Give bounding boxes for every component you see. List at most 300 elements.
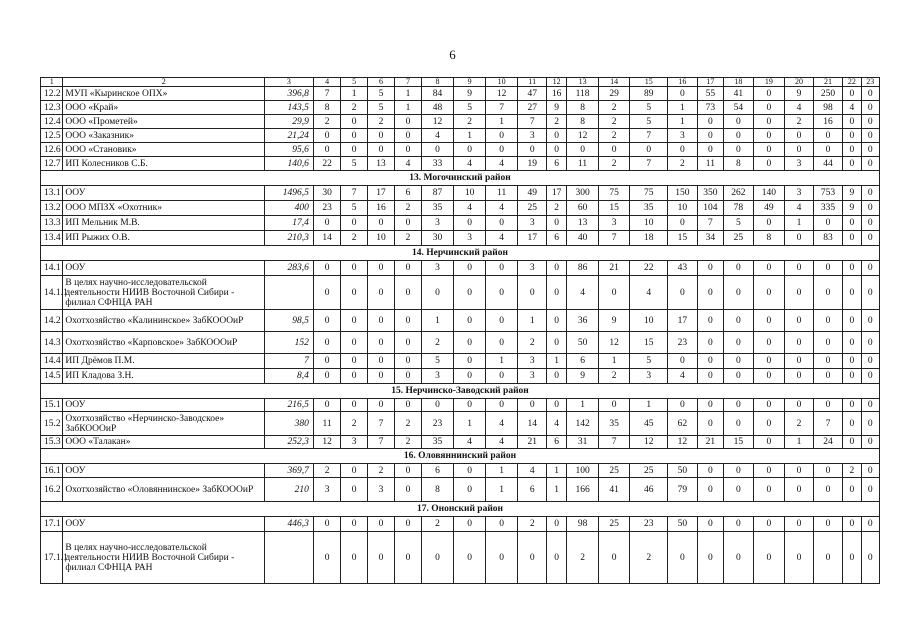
row-value: 8: [724, 157, 754, 171]
row-value: 45: [630, 412, 668, 436]
column-number: 13: [567, 78, 599, 87]
row-value: 0: [843, 354, 861, 369]
row-value: 0: [668, 87, 698, 101]
row-value: 0: [485, 399, 518, 412]
row-value: 14: [313, 231, 340, 246]
row-value: 4: [485, 157, 518, 171]
row-name: МУП «Кыринское ОПХ»: [63, 87, 265, 101]
row-value: 0: [546, 276, 566, 310]
row-value: 7: [367, 412, 394, 436]
row-index: 16.1: [41, 464, 63, 478]
row-value: 0: [341, 332, 367, 354]
row-value: 15: [598, 201, 630, 216]
row-value: 0: [367, 517, 394, 532]
row-value: 0: [367, 354, 394, 369]
row-value: 0: [785, 517, 814, 532]
row-value: 0: [813, 517, 843, 532]
row-value: 0: [341, 216, 367, 231]
row-value: 5: [630, 354, 668, 369]
column-number: 10: [485, 78, 518, 87]
row-value: 4: [395, 157, 421, 171]
row-value: 0: [630, 143, 668, 157]
row-value: 0: [843, 129, 861, 143]
row-value: 11: [567, 157, 599, 171]
row-value: 4: [546, 412, 566, 436]
column-number: 17: [697, 78, 723, 87]
row-value: 2: [630, 532, 668, 584]
table-row: [41, 101, 880, 115]
row-value: 0: [843, 231, 861, 246]
row-value: 0: [753, 354, 785, 369]
row-value: 12: [485, 87, 518, 101]
row-value: 0: [313, 129, 340, 143]
row-value: 0: [395, 478, 421, 502]
row-value: 0: [861, 332, 879, 354]
row-value: 9: [785, 87, 814, 101]
row-value: 5: [630, 115, 668, 129]
row-value: 350: [697, 186, 723, 201]
row-value: 0: [485, 310, 518, 332]
row-value: 0: [861, 129, 879, 143]
row-value: 0: [598, 399, 630, 412]
row-value: 15: [668, 231, 698, 246]
row-value: 0: [843, 216, 861, 231]
row-value: 0: [421, 532, 454, 584]
row-value: 0: [454, 478, 486, 502]
row-value: 2: [395, 436, 421, 449]
row-index: 16.2: [41, 478, 63, 502]
row-value: 0: [753, 399, 785, 412]
row-value: 0: [485, 532, 518, 584]
row-value: 0: [395, 310, 421, 332]
row-value: 0: [785, 332, 814, 354]
row-value: 0: [753, 332, 785, 354]
table-row: [41, 87, 880, 101]
row-value: 2: [454, 115, 486, 129]
row-value: 6: [421, 464, 454, 478]
row-value: 0: [697, 310, 723, 332]
row-value: 0: [546, 310, 566, 332]
row-value: 300: [567, 186, 599, 201]
row-value: 2: [421, 517, 454, 532]
row-value: 0: [697, 478, 723, 502]
row-value: 0: [313, 216, 340, 231]
row-value: 21: [697, 436, 723, 449]
row-value: 0: [313, 310, 340, 332]
row-value: 50: [668, 517, 698, 532]
row-value: 0: [724, 399, 754, 412]
row-value: 0: [395, 517, 421, 532]
table-row: [41, 532, 880, 584]
row-value: 0: [724, 261, 754, 276]
row-name: ИП Кладова З.Н.: [63, 369, 265, 384]
row-value: 0: [861, 276, 879, 310]
row-value: 0: [843, 115, 861, 129]
row-value: 0: [421, 143, 454, 157]
row-value: 0: [724, 532, 754, 584]
table-row: [41, 517, 880, 532]
row-value: 0: [454, 399, 486, 412]
row-value: 0: [395, 464, 421, 478]
row-value: 0: [313, 517, 340, 532]
row-area: 210,3: [264, 231, 313, 246]
row-name: Охотхозяйство «Калининское» ЗабКОООиР: [63, 310, 265, 332]
row-value: 0: [753, 87, 785, 101]
row-value: 12: [567, 129, 599, 143]
row-value: 0: [785, 129, 814, 143]
row-area: 369,7: [264, 464, 313, 478]
row-value: 15: [724, 436, 754, 449]
row-value: 25: [598, 464, 630, 478]
row-value: 3: [421, 216, 454, 231]
row-value: 0: [518, 143, 547, 157]
row-value: 75: [630, 186, 668, 201]
row-value: 8: [313, 101, 340, 115]
row-value: 3: [598, 216, 630, 231]
row-value: 33: [421, 157, 454, 171]
row-value: 2: [668, 157, 698, 171]
row-value: 0: [861, 436, 879, 449]
row-value: 0: [861, 399, 879, 412]
table-row: [41, 276, 880, 310]
row-value: 24: [813, 436, 843, 449]
row-value: 2: [367, 115, 394, 129]
row-value: 18: [630, 231, 668, 246]
column-number: 14: [598, 78, 630, 87]
row-value: 0: [485, 517, 518, 532]
row-value: 0: [454, 261, 486, 276]
row-value: 0: [454, 310, 486, 332]
row-value: 0: [313, 143, 340, 157]
row-value: 0: [785, 261, 814, 276]
row-name: Охотхозяйство «Оловяннинское» ЗабКОООиР: [63, 478, 265, 502]
row-value: 4: [454, 157, 486, 171]
row-value: 2: [341, 101, 367, 115]
row-area: [264, 276, 313, 310]
table-row: [41, 412, 880, 436]
row-value: 43: [668, 261, 698, 276]
page-number: 6: [449, 47, 456, 62]
column-number: 21: [813, 78, 843, 87]
row-value: 0: [313, 354, 340, 369]
row-value: 0: [367, 369, 394, 384]
row-area: 8,4: [264, 369, 313, 384]
row-index: 15.2: [41, 412, 63, 436]
row-value: 6: [567, 354, 599, 369]
row-value: 0: [546, 369, 566, 384]
row-value: 1: [546, 464, 566, 478]
row-value: 0: [813, 310, 843, 332]
column-number: 15: [630, 78, 668, 87]
row-value: 84: [421, 87, 454, 101]
row-value: 22: [313, 157, 340, 171]
row-value: 7: [630, 157, 668, 171]
row-value: 0: [454, 354, 486, 369]
row-value: 2: [341, 412, 367, 436]
row-value: 0: [697, 464, 723, 478]
row-value: 9: [546, 101, 566, 115]
row-name: ИП Мельник М.В.: [63, 216, 265, 231]
header-row: [41, 78, 880, 87]
row-value: 0: [785, 143, 814, 157]
row-value: 0: [724, 464, 754, 478]
row-value: 0: [395, 532, 421, 584]
row-value: 5: [630, 101, 668, 115]
row-value: 1: [598, 354, 630, 369]
row-area: 17,4: [264, 216, 313, 231]
row-area: 140,6: [264, 157, 313, 171]
row-value: 166: [567, 478, 599, 502]
row-index: 14.2: [41, 310, 63, 332]
row-value: 0: [485, 261, 518, 276]
row-value: 1: [454, 412, 486, 436]
row-value: 0: [724, 369, 754, 384]
row-index: 12.6: [41, 143, 63, 157]
row-value: 15: [630, 332, 668, 354]
row-value: 54: [724, 101, 754, 115]
row-value: 5: [367, 87, 394, 101]
row-value: 753: [813, 186, 843, 201]
row-value: 0: [546, 261, 566, 276]
row-value: 0: [861, 369, 879, 384]
row-value: 23: [421, 412, 454, 436]
row-value: 0: [697, 412, 723, 436]
row-value: 0: [843, 517, 861, 532]
row-value: 0: [395, 354, 421, 369]
row-value: 2: [518, 332, 547, 354]
row-value: 150: [668, 186, 698, 201]
table-row: [41, 129, 880, 143]
row-value: 9: [598, 310, 630, 332]
row-value: 30: [421, 231, 454, 246]
row-value: 0: [861, 532, 879, 584]
row-area: 21,24: [264, 129, 313, 143]
row-value: 0: [668, 216, 698, 231]
row-value: 3: [421, 261, 454, 276]
column-number: 20: [785, 78, 814, 87]
row-index: 14.3: [41, 332, 63, 354]
row-name: ООУ: [63, 399, 265, 412]
row-value: 0: [813, 261, 843, 276]
row-value: 44: [813, 157, 843, 171]
row-value: 0: [697, 399, 723, 412]
row-value: 5: [421, 354, 454, 369]
row-value: 30: [313, 186, 340, 201]
row-value: 0: [421, 399, 454, 412]
row-value: 10: [454, 186, 486, 201]
row-value: 2: [395, 231, 421, 246]
row-value: 2: [395, 412, 421, 436]
row-index: 17.1.1: [41, 532, 63, 584]
row-value: 13: [367, 157, 394, 171]
row-value: 10: [367, 231, 394, 246]
row-value: 0: [785, 532, 814, 584]
row-area: 98,5: [264, 310, 313, 332]
row-value: 0: [813, 354, 843, 369]
row-value: 62: [668, 412, 698, 436]
row-value: 17: [668, 310, 698, 332]
section-row: [41, 246, 880, 261]
row-value: 3: [518, 369, 547, 384]
row-value: 1: [668, 101, 698, 115]
row-value: 0: [395, 369, 421, 384]
row-value: 335: [813, 201, 843, 216]
column-number: 2: [63, 78, 265, 87]
row-name: ООО «Талакан»: [63, 436, 265, 449]
row-value: 29: [598, 87, 630, 101]
row-value: 262: [724, 186, 754, 201]
row-name: В целях научно-исследовательской деятельности НИИВ Восточной Сибири - филиал СФНЦА РАН: [63, 532, 265, 584]
row-value: 0: [861, 186, 879, 201]
row-value: 1: [518, 310, 547, 332]
row-index: 15.1: [41, 399, 63, 412]
table-row: [41, 231, 880, 246]
row-value: 0: [861, 87, 879, 101]
row-area: 396,8: [264, 87, 313, 101]
row-value: 4: [843, 101, 861, 115]
row-value: 0: [697, 517, 723, 532]
row-value: 47: [518, 87, 547, 101]
row-value: 0: [454, 143, 486, 157]
row-value: 5: [341, 157, 367, 171]
column-number: 22: [843, 78, 861, 87]
row-value: 4: [454, 201, 486, 216]
row-value: 7: [518, 115, 547, 129]
row-value: 0: [861, 115, 879, 129]
row-value: 17: [367, 186, 394, 201]
row-value: 4: [485, 231, 518, 246]
row-value: 98: [567, 517, 599, 532]
row-value: 10: [630, 310, 668, 332]
section-row: [41, 384, 880, 399]
row-value: 1: [485, 464, 518, 478]
row-value: 0: [813, 478, 843, 502]
row-value: 7: [485, 101, 518, 115]
row-value: 2: [598, 101, 630, 115]
row-index: 13.3: [41, 216, 63, 231]
row-value: 73: [697, 101, 723, 115]
row-area: 252,3: [264, 436, 313, 449]
row-index: 14.1: [41, 261, 63, 276]
row-value: 0: [421, 276, 454, 310]
row-value: 41: [598, 478, 630, 502]
row-value: 0: [313, 276, 340, 310]
row-value: 0: [843, 310, 861, 332]
row-value: 0: [724, 143, 754, 157]
row-value: 0: [843, 532, 861, 584]
column-number: 3: [264, 78, 313, 87]
row-value: 9: [843, 201, 861, 216]
row-value: 0: [668, 354, 698, 369]
row-value: 7: [341, 186, 367, 201]
row-value: 6: [395, 186, 421, 201]
row-value: 3: [785, 186, 814, 201]
row-value: 4: [485, 412, 518, 436]
row-name: ООО МПЗХ «Охотник»: [63, 201, 265, 216]
row-index: 12.4: [41, 115, 63, 129]
table-row: [41, 216, 880, 231]
row-index: 14.4: [41, 354, 63, 369]
row-value: 4: [421, 129, 454, 143]
row-value: 2: [598, 369, 630, 384]
row-value: 2: [843, 464, 861, 478]
row-value: 0: [313, 332, 340, 354]
row-value: 0: [313, 369, 340, 384]
row-value: 0: [861, 478, 879, 502]
row-value: 0: [813, 332, 843, 354]
row-value: 0: [843, 436, 861, 449]
row-area: 380: [264, 412, 313, 436]
row-value: 0: [697, 129, 723, 143]
column-number: 12: [546, 78, 566, 87]
row-value: 19: [518, 157, 547, 171]
row-value: 0: [843, 87, 861, 101]
row-name: ИП Дрёмов П.М.: [63, 354, 265, 369]
row-value: 0: [454, 464, 486, 478]
row-value: 1: [485, 354, 518, 369]
row-value: 3: [313, 478, 340, 502]
row-value: 89: [630, 87, 668, 101]
row-value: 0: [454, 332, 486, 354]
table-row: [41, 310, 880, 332]
row-value: 0: [753, 517, 785, 532]
row-value: 16: [813, 115, 843, 129]
row-value: 10: [630, 216, 668, 231]
row-value: 79: [668, 478, 698, 502]
row-value: 2: [313, 464, 340, 478]
row-value: 1: [785, 436, 814, 449]
row-value: 12: [421, 115, 454, 129]
row-value: 3: [518, 261, 547, 276]
row-area: 446,3: [264, 517, 313, 532]
row-index: 12.2: [41, 87, 63, 101]
row-name: ООО «Край»: [63, 101, 265, 115]
row-area: 7: [264, 354, 313, 369]
row-value: 0: [785, 276, 814, 310]
row-value: 3: [630, 369, 668, 384]
row-value: 0: [395, 115, 421, 129]
row-value: 0: [518, 532, 547, 584]
row-value: 7: [598, 436, 630, 449]
row-value: 0: [753, 216, 785, 231]
row-name: В целях научно-исследовательской деятельности НИИВ Восточной Сибири - филиал СФНЦА РАН: [63, 276, 265, 310]
row-value: 7: [697, 216, 723, 231]
row-value: 0: [313, 261, 340, 276]
row-value: 11: [485, 186, 518, 201]
row-value: 1: [546, 354, 566, 369]
row-value: 0: [724, 478, 754, 502]
row-value: 4: [630, 276, 668, 310]
row-value: 5: [341, 201, 367, 216]
row-name: ООО «Становик»: [63, 143, 265, 157]
row-value: 0: [785, 478, 814, 502]
row-value: 1: [341, 87, 367, 101]
row-name: ООУ: [63, 517, 265, 532]
row-value: 0: [313, 532, 340, 584]
row-value: 9: [843, 186, 861, 201]
row-value: 7: [813, 412, 843, 436]
row-value: 0: [861, 310, 879, 332]
row-value: 2: [598, 157, 630, 171]
section-row: [41, 171, 880, 186]
row-value: 34: [697, 231, 723, 246]
row-value: 0: [546, 129, 566, 143]
row-value: 3: [421, 369, 454, 384]
row-value: 0: [546, 216, 566, 231]
row-value: 0: [861, 216, 879, 231]
table-row: [41, 157, 880, 171]
row-value: 1: [395, 101, 421, 115]
